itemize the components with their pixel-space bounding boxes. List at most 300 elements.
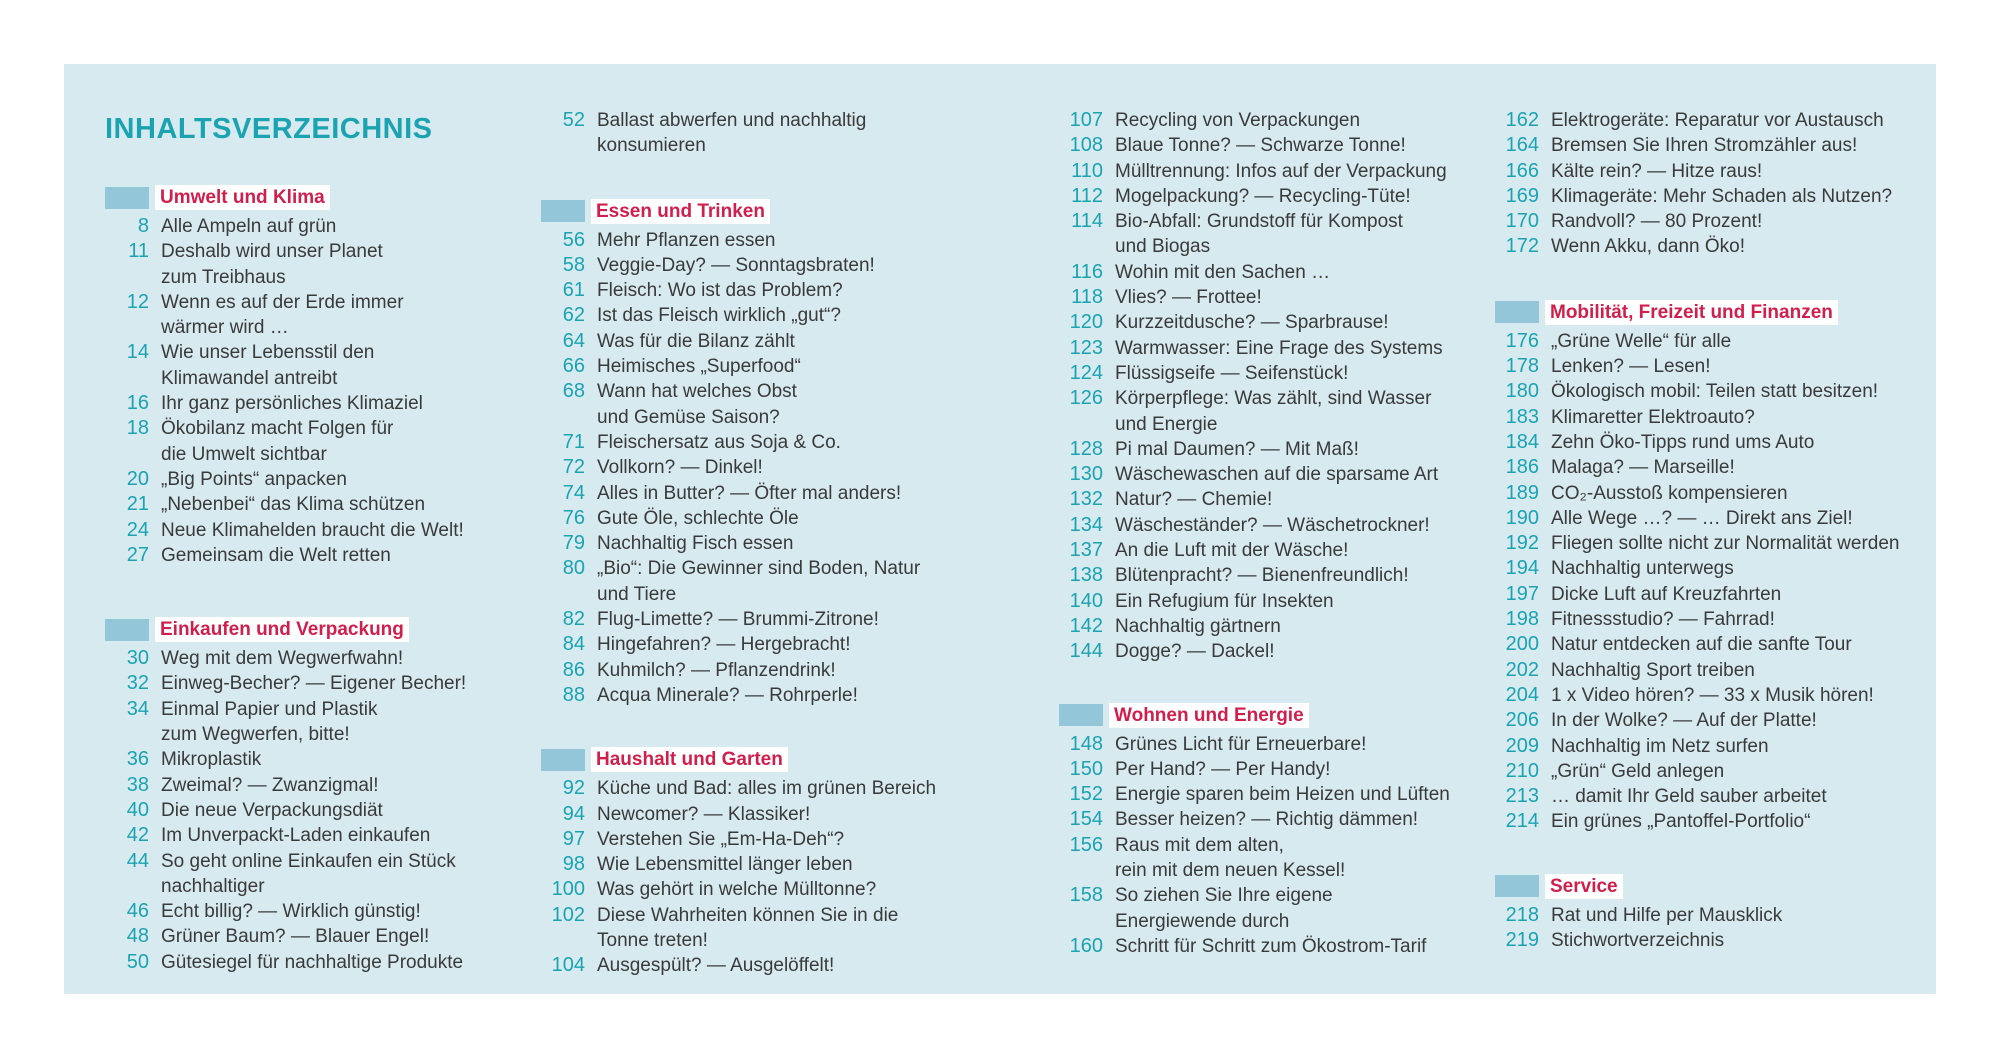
- toc-page-number: 108: [1069, 134, 1103, 157]
- toc-entry[interactable]: [1059, 487, 1479, 512]
- toc-page-number: 210: [1505, 759, 1539, 782]
- toc-entry-title: Fliegen sollte nicht zur Normalität werden: [1551, 533, 1900, 555]
- toc-entry-list: [105, 646, 505, 975]
- toc-page-number: 137: [1069, 539, 1103, 562]
- toc-entry[interactable]: [541, 430, 981, 455]
- toc-entry[interactable]: [105, 290, 505, 341]
- toc-entry[interactable]: [541, 455, 981, 480]
- toc-page-number: 102: [551, 903, 585, 926]
- toc-entry[interactable]: [105, 823, 505, 848]
- toc-section-umwelt-und-klima: [105, 185, 505, 568]
- toc-entry-title: Elektrogeräte: Reparatur vor Austausch: [1551, 110, 1884, 131]
- toc-section-haushalt-und-garten: [541, 747, 981, 978]
- toc-entry-title: Wie unser Lebensstil den Klimawandel antreibt: [161, 342, 375, 389]
- toc-entry-title: Klimageräte: Mehr Schaden als Nutzen?: [1551, 185, 1893, 207]
- toc-entry[interactable]: [1495, 632, 1915, 657]
- toc-entry-title: Blütenpracht? — Bienenfreundlich!: [1115, 565, 1409, 587]
- toc-entry-title: Raus mit dem alten, rein mit dem neuen Kessel!: [1115, 834, 1346, 882]
- toc-page-number: 46: [126, 900, 149, 923]
- toc-entry[interactable]: [541, 303, 981, 328]
- toc-entry[interactable]: [1495, 658, 1915, 683]
- toc-page-number: 132: [1069, 488, 1103, 511]
- toc-entry[interactable]: [1059, 807, 1479, 832]
- toc-page-number: 8: [137, 215, 149, 237]
- toc-entry-title: Einweg-Becher? — Eigener Becher!: [161, 673, 467, 695]
- toc-entry[interactable]: [541, 531, 981, 556]
- toc-entry-title: Flüssigseife — Seifenstück!: [1115, 362, 1349, 384]
- toc-entry[interactable]: [541, 903, 981, 954]
- toc-page-number: 40: [126, 798, 149, 821]
- toc-entry[interactable]: [1059, 833, 1479, 884]
- toc-entry[interactable]: [541, 278, 981, 303]
- toc-entry-title: Nachhaltig unterwegs: [1551, 558, 1734, 580]
- toc-page-number: 61: [562, 279, 585, 302]
- toc-page-number: 100: [551, 878, 585, 901]
- toc-entry[interactable]: [1495, 531, 1915, 556]
- toc-entry[interactable]: [541, 228, 981, 253]
- section-heading-label: Mobilität, Freizeit und Finanzen: [1545, 300, 1838, 325]
- toc-entry[interactable]: [1059, 883, 1479, 934]
- toc-entry[interactable]: [105, 899, 505, 924]
- toc-entry-title: „Nebenbei“ das Klima schützen: [161, 494, 426, 516]
- toc-entry[interactable]: [1059, 563, 1479, 588]
- section-marker: [1059, 704, 1103, 726]
- toc-page-number: 58: [562, 253, 585, 276]
- toc-page-number: 189: [1505, 481, 1539, 504]
- toc-page-number: 68: [562, 380, 585, 403]
- toc-entry[interactable]: [1059, 209, 1479, 260]
- toc-entry-title: Dicke Luft auf Kreuzfahrten: [1551, 583, 1782, 605]
- toc-entry[interactable]: [541, 329, 981, 354]
- section-heading: [105, 185, 505, 210]
- toc-section-wohnen-und-energie: [1059, 703, 1479, 960]
- toc-page-number: 112: [1071, 184, 1103, 207]
- toc-entry-list: [541, 228, 981, 709]
- toc-entry-title: Randvoll? — 80 Prozent!: [1551, 211, 1763, 233]
- toc-entry-title: Dogge? — Dackel!: [1115, 641, 1275, 663]
- toc-page-number: 104: [551, 954, 585, 977]
- toc-page-number: 18: [126, 417, 149, 440]
- toc-page-number: 79: [562, 532, 585, 555]
- toc-page-number: 44: [126, 849, 149, 872]
- toc-entry[interactable]: [541, 776, 981, 801]
- toc-entry[interactable]: [541, 556, 981, 607]
- section-heading-label: Einkaufen und Verpackung: [155, 617, 409, 642]
- toc-page-number: 12: [126, 290, 149, 313]
- toc-entry[interactable]: [1495, 108, 1915, 133]
- toc-entry-title: Ist das Fleisch wirklich „gut“?: [597, 305, 841, 327]
- toc-section-essen-und-trinken: [541, 199, 981, 709]
- toc-column-4: [1495, 64, 1915, 994]
- toc-entry[interactable]: [1059, 184, 1479, 209]
- toc-entry-title: Einmal Papier und Plastik zum Wegwerfen, bitte!: [161, 698, 378, 746]
- toc-entry-title: Zehn Öko-Tipps rund ums Auto: [1551, 431, 1815, 453]
- section-heading: [1495, 874, 1915, 899]
- toc-entry[interactable]: [1495, 784, 1915, 809]
- toc-entry[interactable]: [541, 683, 981, 708]
- toc-entry[interactable]: [1059, 133, 1479, 158]
- toc-entry-title: Nachhaltig im Netz surfen: [1551, 735, 1769, 757]
- toc-page-number: 183: [1505, 405, 1539, 428]
- toc-entry-title: Was für die Bilanz zählt: [597, 330, 795, 352]
- section-heading-label: Haushalt und Garten: [591, 747, 788, 772]
- toc-page-number: 166: [1505, 159, 1539, 182]
- toc-entry[interactable]: [1495, 481, 1915, 506]
- toc-page-number: 172: [1505, 235, 1539, 258]
- toc-entry[interactable]: [1495, 234, 1915, 259]
- toc-entry[interactable]: [1495, 903, 1915, 928]
- toc-page-number: 152: [1069, 783, 1103, 806]
- toc-entry[interactable]: [105, 747, 505, 772]
- toc-entry-title: Warmwasser: Eine Frage des Systems: [1115, 337, 1443, 359]
- toc-page-number: 76: [562, 506, 585, 529]
- toc-page-number: 194: [1505, 557, 1539, 580]
- toc-entry[interactable]: [1495, 455, 1915, 480]
- toc-section-service: [1495, 874, 1915, 954]
- toc-entry-title: Acqua Minerale? — Rohrperle!: [597, 684, 858, 706]
- toc-entry[interactable]: [1495, 928, 1915, 953]
- toc-entry[interactable]: [105, 391, 505, 416]
- toc-entry[interactable]: [1495, 379, 1915, 404]
- toc-entry-title: Gemeinsam die Welt retten: [161, 544, 391, 566]
- toc-entry[interactable]: [1059, 361, 1479, 386]
- toc-entry-title: Rat und Hilfe per Mausklick: [1551, 904, 1783, 926]
- toc-entry[interactable]: [1059, 614, 1479, 639]
- toc-page-number: 128: [1069, 437, 1103, 460]
- toc-entry[interactable]: [1059, 757, 1479, 782]
- toc-page-number: 148: [1069, 732, 1103, 755]
- toc-entry-title: Blaue Tonne? — Schwarze Tonne!: [1115, 135, 1406, 157]
- section-heading-label: Umwelt und Klima: [155, 185, 330, 210]
- toc-page-number: 36: [126, 748, 149, 771]
- toc-page-number: 84: [562, 633, 585, 656]
- toc-page-number: 24: [126, 518, 149, 541]
- toc-page-number: 30: [126, 647, 149, 670]
- toc-page-number: 120: [1069, 311, 1103, 334]
- toc-entry-title: Vollkorn? — Dinkel!: [597, 457, 763, 479]
- toc-entry[interactable]: [1059, 159, 1479, 184]
- toc-entry-title: Natur entdecken auf die sanfte Tour: [1551, 634, 1852, 656]
- toc-page-number: 169: [1505, 184, 1539, 207]
- toc-entry-title: Deshalb wird unser Planet zum Treibhaus: [161, 241, 383, 288]
- toc-entry[interactable]: [1059, 386, 1479, 437]
- toc-page-number: 156: [1069, 833, 1103, 856]
- toc-entry[interactable]: [105, 239, 505, 290]
- toc-entry[interactable]: [105, 340, 505, 391]
- toc-entry[interactable]: [1059, 336, 1479, 361]
- toc-entry[interactable]: [1495, 133, 1915, 158]
- toc-entry-title: Küche und Bad: alles im grünen Bereich: [597, 778, 937, 800]
- toc-entry-title: Stichwortverzeichnis: [1551, 930, 1725, 952]
- toc-entry[interactable]: [541, 354, 981, 379]
- toc-entry[interactable]: [1059, 310, 1479, 335]
- toc-page-number: 97: [562, 827, 585, 850]
- toc-entry[interactable]: [541, 658, 981, 683]
- toc-entry-title: Echt billig? — Wirklich günstig!: [161, 901, 421, 923]
- toc-entry-title: Was gehört in welche Mülltonne?: [597, 879, 877, 901]
- toc-entry-title: Gütesiegel für nachhaltige Produkte: [161, 951, 464, 973]
- toc-entry[interactable]: [1059, 462, 1479, 487]
- toc-column-3: [1059, 64, 1479, 994]
- toc-page-number: 88: [562, 683, 585, 706]
- toc-entry-title: Vlies? — Frottee!: [1115, 287, 1262, 309]
- toc-entry[interactable]: [541, 379, 981, 430]
- toc-page-number: 20: [126, 467, 149, 490]
- toc-page-number: 154: [1069, 808, 1103, 831]
- toc-page-number: 184: [1505, 430, 1539, 453]
- toc-page-number: 52: [562, 109, 585, 131]
- toc-entry-title: Alle Wege …? — … Direkt ans Ziel!: [1551, 507, 1853, 529]
- toc-page-number: 162: [1505, 109, 1539, 131]
- toc-page-number: 176: [1505, 329, 1539, 352]
- toc-page-number: 21: [126, 493, 149, 516]
- toc-entry-title: Recycling von Verpackungen: [1115, 110, 1361, 131]
- section-marker: [1495, 875, 1539, 897]
- toc-entry[interactable]: [105, 416, 505, 467]
- toc-entry[interactable]: [1495, 809, 1915, 834]
- toc-entry-list: [1495, 329, 1915, 835]
- toc-entry-title: Natur? — Chemie!: [1115, 489, 1273, 511]
- toc-entry[interactable]: [105, 798, 505, 823]
- toc-page-number: 98: [562, 853, 585, 876]
- toc-entry-list: [541, 108, 981, 159]
- toc-entry[interactable]: [1059, 513, 1479, 538]
- toc-entry[interactable]: [105, 646, 505, 671]
- toc-entry-title: Wenn es auf der Erde immer wärmer wird …: [161, 291, 404, 339]
- toc-entry-title: Wenn Akku, dann Öko!: [1551, 236, 1745, 258]
- toc-page-number: 142: [1069, 614, 1103, 637]
- toc-entry-title: Diese Wahrheiten können Sie in die Tonne treten!: [597, 904, 899, 952]
- toc-entry-title: Mogelpackung? — Recycling-Tüte!: [1115, 185, 1411, 207]
- toc-entry[interactable]: [1495, 506, 1915, 531]
- toc-entry[interactable]: [1059, 589, 1479, 614]
- toc-entry-title: Kälte rein? — Hitze raus!: [1551, 160, 1763, 182]
- toc-page-number: 213: [1505, 785, 1539, 808]
- toc-entry-title: Bio-Abfall: Grundstoff für Kompost und Biogas: [1115, 211, 1403, 258]
- toc-entry-title: Nachhaltig Sport treiben: [1551, 659, 1755, 681]
- toc-page-number: 144: [1069, 640, 1103, 663]
- toc-entry-title: „Grüne Welle“ für alle: [1551, 330, 1732, 352]
- toc-entry[interactable]: [105, 492, 505, 517]
- toc-page-number: 170: [1505, 210, 1539, 233]
- toc-entry[interactable]: [1495, 734, 1915, 759]
- toc-entry-title: Mehr Pflanzen essen: [597, 229, 776, 251]
- toc-entry[interactable]: [1495, 209, 1915, 234]
- section-marker: [541, 200, 585, 222]
- toc-entry-title: So ziehen Sie Ihre eigene Energiewende durch: [1115, 885, 1333, 932]
- toc-entry[interactable]: [1495, 759, 1915, 784]
- toc-entry[interactable]: [105, 773, 505, 798]
- toc-entry-title: Alles in Butter? — Öfter mal anders!: [597, 482, 902, 504]
- toc-entry[interactable]: [1059, 538, 1479, 563]
- toc-entry[interactable]: [1059, 260, 1479, 285]
- toc-entry-title: Besser heizen? — Richtig dämmen!: [1115, 809, 1419, 831]
- toc-entry-title: „Grün“ Geld anlegen: [1551, 760, 1725, 782]
- toc-entry-title: Wohin mit den Sachen …: [1115, 261, 1331, 283]
- toc-entry[interactable]: [541, 827, 981, 852]
- toc-entry-title: Hingefahren? — Hergebracht!: [597, 634, 851, 656]
- toc-page-number: 92: [562, 777, 585, 800]
- toc-entry-title: Flug-Limette? — Brummi-Zitrone!: [597, 609, 879, 631]
- toc-entry[interactable]: [541, 953, 981, 978]
- toc-entry[interactable]: [541, 481, 981, 506]
- toc-section-einkaufen-und-verpackung: [105, 617, 505, 975]
- toc-entry[interactable]: [1495, 607, 1915, 632]
- toc-entry-title: Ein grünes „Pantoffel-Portfolio“: [1551, 811, 1811, 833]
- toc-entry[interactable]: [541, 506, 981, 531]
- toc-entry-title: Mikroplastik: [161, 749, 262, 771]
- toc-page-number: 123: [1069, 336, 1103, 359]
- toc-entry-title: Wäschewaschen auf die sparsame Art: [1115, 464, 1439, 486]
- toc-entry-title: Mülltrennung: Infos auf der Verpackung: [1115, 160, 1447, 182]
- toc-entry-title: Weg mit dem Wegwerfwahn!: [161, 648, 404, 670]
- toc-column-1: [105, 64, 505, 994]
- toc-entry[interactable]: [541, 632, 981, 657]
- toc-page-number: 180: [1505, 380, 1539, 403]
- toc-page-number: 160: [1069, 934, 1103, 957]
- toc-section-continued: [1495, 108, 1915, 260]
- toc-page-number: 204: [1505, 683, 1539, 706]
- toc-entry-title: Gute Öle, schlechte Öle: [597, 507, 799, 529]
- toc-page-number: 140: [1069, 589, 1103, 612]
- toc-page-number: 71: [562, 430, 585, 453]
- toc-page-number: 56: [562, 228, 585, 251]
- toc-page-number: 130: [1069, 463, 1103, 486]
- toc-entry[interactable]: [105, 214, 505, 239]
- toc-page-number: 42: [126, 824, 149, 847]
- section-marker: [1495, 301, 1539, 323]
- toc-page-number: 11: [128, 240, 149, 263]
- toc-entry-title: An die Luft mit der Wäsche!: [1115, 540, 1349, 562]
- toc-entry[interactable]: [541, 108, 981, 159]
- toc-page-number: 214: [1505, 810, 1539, 833]
- toc-entry[interactable]: [1059, 934, 1479, 959]
- toc-entry[interactable]: [1059, 732, 1479, 757]
- toc-entry-title: In der Wolke? — Auf der Platte!: [1551, 710, 1817, 732]
- toc-entry[interactable]: [1495, 405, 1915, 430]
- toc-entry-title: „Bio“: Die Gewinner sind Boden, Natur und Tiere: [597, 558, 921, 605]
- toc-page-number: 38: [126, 773, 149, 796]
- toc-entry-list: [541, 776, 981, 978]
- toc-page-number: 94: [562, 802, 585, 825]
- toc-entry-title: Energie sparen beim Heizen und Lüften: [1115, 784, 1450, 806]
- toc-entry-list: [1495, 903, 1915, 954]
- toc-entry-title: Kuhmilch? — Pflanzendrink!: [597, 659, 836, 681]
- section-heading: [1059, 703, 1479, 728]
- toc-page-number: 150: [1069, 757, 1103, 780]
- section-heading: [541, 747, 981, 772]
- toc-entry-title: Lenken? — Lesen!: [1551, 356, 1711, 378]
- toc-entry[interactable]: [105, 671, 505, 696]
- toc-entry[interactable]: [1059, 437, 1479, 462]
- toc-entry-title: Wann hat welches Obst und Gemüse Saison?: [597, 381, 797, 428]
- toc-entry-title: … damit Ihr Geld sauber arbeitet: [1551, 786, 1827, 808]
- toc-entry-title: Ein Refugium für Insekten: [1115, 590, 1334, 612]
- toc-entry[interactable]: [1495, 683, 1915, 708]
- toc-entry[interactable]: [541, 852, 981, 877]
- section-marker: [541, 749, 585, 771]
- toc-entry[interactable]: [105, 543, 505, 568]
- toc-entry[interactable]: [105, 950, 505, 975]
- section-heading: [541, 199, 981, 224]
- toc-entry[interactable]: [105, 849, 505, 900]
- toc-page-number: 164: [1505, 134, 1539, 157]
- toc-page-number: 178: [1505, 355, 1539, 378]
- toc-section-mobilitat-freizeit-und-finanzen: [1495, 300, 1915, 835]
- section-heading: [105, 617, 505, 642]
- toc-page-number: 50: [126, 950, 149, 973]
- toc-entry[interactable]: [1495, 430, 1915, 455]
- toc-entry[interactable]: [1059, 285, 1479, 310]
- toc-entry[interactable]: [1495, 159, 1915, 184]
- toc-page-number: 118: [1071, 286, 1103, 309]
- toc-entry-title: Ökologisch mobil: Teilen statt besitzen!: [1551, 381, 1879, 403]
- toc-page-number: 218: [1505, 903, 1539, 926]
- toc-entry[interactable]: [1495, 556, 1915, 581]
- toc-page-number: 48: [126, 925, 149, 948]
- toc-page-number: 198: [1505, 608, 1539, 631]
- toc-page-number: 82: [562, 608, 585, 631]
- toc-entry[interactable]: [541, 253, 981, 278]
- toc-entry-title: Klimaretter Elektroauto?: [1551, 406, 1755, 428]
- toc-section-continued: [1059, 108, 1479, 665]
- toc-panel: [64, 64, 1936, 994]
- toc-page-number: 192: [1505, 532, 1539, 555]
- toc-page-number: 126: [1069, 387, 1103, 410]
- section-heading-label: Wohnen und Energie: [1109, 703, 1309, 728]
- toc-entry-title: Fleischersatz aus Soja & Co.: [597, 431, 841, 453]
- toc-page-number: 124: [1069, 361, 1103, 384]
- section-marker: [105, 187, 149, 209]
- toc-entry[interactable]: [105, 924, 505, 949]
- toc-entry[interactable]: [1059, 639, 1479, 664]
- toc-entry-title: Wäscheständer? — Wäschetrockner!: [1115, 514, 1430, 536]
- toc-entry-title: Bremsen Sie Ihren Stromzähler aus!: [1551, 135, 1858, 157]
- toc-entry-title: Kurzzeitdusche? — Sparbrause!: [1115, 312, 1389, 334]
- toc-entry[interactable]: [1495, 354, 1915, 379]
- toc-entry[interactable]: [1495, 184, 1915, 209]
- toc-entry-title: „Big Points“ anpacken: [161, 468, 347, 490]
- toc-page-number: 64: [562, 329, 585, 352]
- toc-entry[interactable]: [105, 467, 505, 492]
- toc-page-number: 158: [1069, 884, 1103, 907]
- toc-entry[interactable]: [1495, 329, 1915, 354]
- toc-page-number: 107: [1069, 109, 1103, 131]
- toc-entry[interactable]: [1495, 582, 1915, 607]
- toc-entry-title: Grüner Baum? — Blauer Engel!: [161, 926, 430, 948]
- toc-entry-title: Per Hand? — Per Handy!: [1115, 758, 1331, 780]
- toc-entry[interactable]: [1059, 108, 1479, 133]
- toc-entry-title: Ihr ganz persönliches Klimaziel: [161, 393, 423, 415]
- toc-entry[interactable]: [105, 697, 505, 748]
- toc-entry-title: Alle Ampeln auf grün: [161, 216, 337, 237]
- toc-entry-title: Nachhaltig gärtnern: [1115, 615, 1281, 637]
- toc-entry[interactable]: [105, 518, 505, 543]
- toc-entry-title: Grünes Licht für Erneuerbare!: [1115, 733, 1367, 755]
- toc-entry[interactable]: [541, 607, 981, 632]
- toc-entry[interactable]: [1059, 782, 1479, 807]
- toc-page-number: 66: [562, 355, 585, 378]
- toc-entry[interactable]: [1495, 708, 1915, 733]
- toc-page-number: 219: [1505, 929, 1539, 952]
- toc-page-number: 14: [126, 341, 149, 364]
- toc-entry[interactable]: [541, 877, 981, 902]
- toc-entry-title: Die neue Verpackungsdiät: [161, 799, 383, 821]
- section-heading: [1495, 300, 1915, 325]
- toc-entry-title: Fleisch: Wo ist das Problem?: [597, 280, 843, 302]
- toc-entry[interactable]: [541, 802, 981, 827]
- toc-entry-title: Ökobilanz macht Folgen für die Umwelt sichtbar: [161, 418, 394, 465]
